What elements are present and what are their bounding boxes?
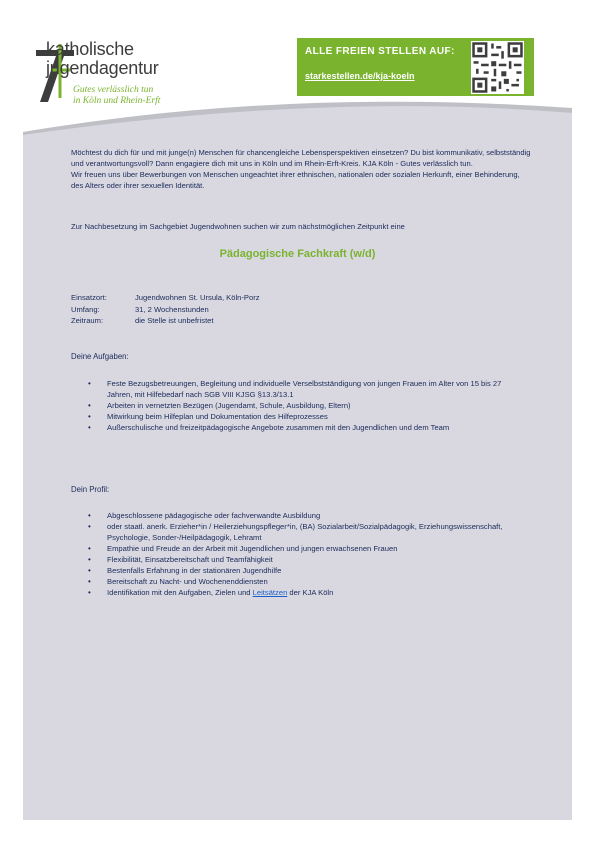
qr-code-icon[interactable] xyxy=(471,41,524,94)
list-item-identification xyxy=(71,587,516,598)
logo-tagline-line1: Gutes verlässlich tun xyxy=(73,85,154,95)
list-item: • Außerschulische und freizeitpädagogische Angebote zusammen mit den Jugendlichen und dem Team xyxy=(71,422,516,433)
list-item: • Abgeschlossene pädagogische oder fachverwandte Ausbildung xyxy=(71,510,516,521)
job-title: Pädagogische Fachkraft (w/d) xyxy=(219,248,376,260)
list-item: • Flexibilität, Einsatzbereitschaft und Teamfähigkeit xyxy=(71,554,516,565)
logo-tagline-line2: in Köln und Rhein-Erft xyxy=(73,96,161,106)
list-item: • Bestenfalls Erfahrung in der stationären Jugendhilfe xyxy=(71,565,516,576)
detail-value: Jugendwohnen St. Ursula, Köln-Porz xyxy=(135,293,260,302)
list-item: • Empathie und Freude an der Arbeit mit Jugendlichen und jungen erwachsenen Frauen xyxy=(71,543,516,554)
intro-text xyxy=(71,147,531,191)
detail-label: Umfang: xyxy=(71,304,100,314)
job-details xyxy=(71,292,531,327)
list-item-text: der KJA Köln xyxy=(289,588,334,597)
list-item: • Bereitschaft zu Nacht- und Wochenenddiensten xyxy=(71,576,516,587)
logo-text-line2: jugendagentur xyxy=(46,58,159,78)
list-item: • oder staatl. anerk. Erzieher*in / Heilerziehungspfleger*in, (BA) Sozialarbeit/Sozialpädagogik, Erziehungswissenschaft, Psychologie, Sonder-/Heilpädagogik, Lehramt xyxy=(71,521,516,543)
list-item: • Arbeiten in vernetzten Bezügen (Jugendamt, Schule, Ausbildung, Eltern) xyxy=(71,400,516,411)
detail-label: Einsatzort: xyxy=(71,293,107,302)
profile-heading: Dein Profil: xyxy=(71,485,110,494)
detail-row-location xyxy=(71,292,531,304)
list-item: • Mitwirkung beim Hilfeplan und Dokumentation des Hilfeprozesses xyxy=(71,411,516,422)
detail-label: Zeitraum: xyxy=(71,316,104,325)
lead-sentence: Zur Nachbesetzung im Sachgebiet Jugendwohnen suchen wir zum nächstmöglichen Zeitpunkt eine xyxy=(71,222,405,231)
detail-row-period xyxy=(71,315,531,327)
detail-row-hours xyxy=(71,304,531,316)
list-item-text: Identifikation mit den Aufgaben, Zielen und xyxy=(107,588,251,597)
intro-paragraph-1: Möchtest du dich für und mit junge(n) Menschen für chancengleiche Lebensperspektiven einsetzen? Du bist kommunikativ, selbstständig und verantwortungsvoll? Dann engagiere dich mit uns in Köln und im Rhein-Erft-Kreis. KJA Köln - Gutes verlässlich tun. xyxy=(71,148,531,168)
tasks-heading: Deine Aufgaben: xyxy=(71,352,129,361)
detail-value: die Stelle ist unbefristet xyxy=(135,316,214,325)
intro-paragraph-2: Wir freuen uns über Bewerbungen von Menschen ungeachtet ihrer ethnischen, nationalen oder sozialen Herkunft, einer Behinderung, des Alters oder ihrer sexuellen Identität. xyxy=(71,170,520,190)
jobs-banner-url[interactable]: starkestellen.de/kja-koeln xyxy=(305,71,415,81)
jobs-banner[interactable] xyxy=(297,38,534,96)
profile-list xyxy=(71,510,516,598)
logo-text-line1: katholische xyxy=(46,39,134,59)
jobs-banner-title: ALLE FREIEN STELLEN AUF: xyxy=(305,46,455,57)
list-item: • Feste Bezugsbetreuungen, Begleitung und individuelle Verselbstständigung von jungen Frauen im Alter von 15 bis 27 Jahren, mit Hilfebedarf nach SGB VIII KJSG §13.3/13.1 xyxy=(71,378,516,400)
detail-value: 31, 2 Wochenstunden xyxy=(135,304,209,314)
tasks-list xyxy=(71,378,516,433)
leitsaetze-link[interactable]: Leitsätzen xyxy=(252,588,288,597)
